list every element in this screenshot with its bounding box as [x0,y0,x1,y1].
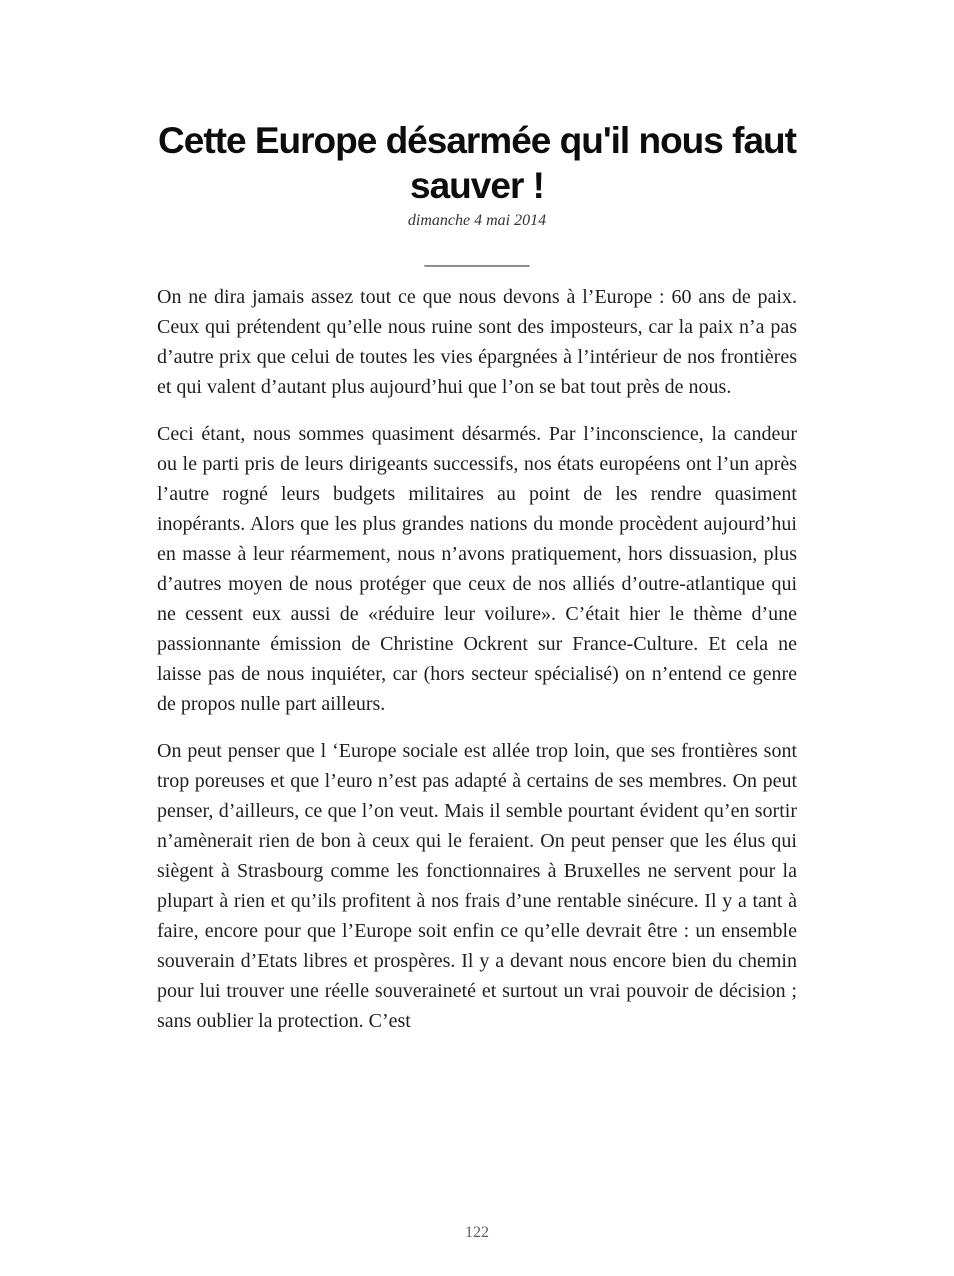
paragraph: Ceci étant, nous sommes quasiment désarmés. Par l’inconscience, la candeur ou le parti pris de leurs dirigeants successifs, nos états européens ont l’un après l’autre rogné leurs budgets militaires au point de les rendre quasiment inopérants. Alors que les plus grandes nations du monde procèdent aujourd’hui en masse à leur réarmement, nous n’avons pratiquement, hors dissuasion, plus d’autres moyen de nous protéger que ceux de nos alliés d’outre-atlantique qui ne cessent eux aussi de «réduire leur voilure». C’était hier le thème d’une passionnante émission de Christine Ockrent sur France-Culture. Et cela ne laisse pas de nous inquiéter, car (hors secteur spécialisé) on n’entend ce genre de propos nulle part ailleurs. [157,423,797,715]
paragraph: On ne dira jamais assez tout ce que nous devons à l’Europe : 60 ans de paix. Ceux qui prétendent qu’elle nous ruine sont des imposteurs, car la paix n’a pas d’autre prix que celui de toutes les vies épargnées à l’intérieur de nos frontières et qui valent d’autant plus aujourd’hui que l’on se bat tout près de nous. [157,286,797,398]
article-date: dimanche 4 mai 2014 [407,212,547,229]
separator-rule: __________ [424,245,530,269]
paragraph: On peut penser que l ‘Europe sociale est allée trop loin, que ses frontières sont trop poreuses et que l’euro n’est pas adapté à certains de ses membres. On peut penser, d’ailleurs, ce que l’on veut. Mais il semble pourtant évident qu’en sortir n’amènerait rien de bon à ceux qui le feraient. On peut penser que les élus qui siègent à Strasbourg comme les fonctionnaires à Bruxelles ne servent pour la plupart à rien et qu’ils profitent à nos frais d’une rentable sinécure. Il y a tant à faire, encore pour que l’Europe soit enfin ce qu’elle devrait être : un ensemble souverain d’Etats libres et prospères. Il y a devant nous encore bien du chemin pour lui trouver une réelle souveraineté et surtout un vrai pouvoir de décision ; sans oublier la protection. C’est [157,740,797,1032]
article-body [157,282,797,1036]
page-number: 122 [465,1224,489,1241]
article-title: Cette Europe désarmée qu'il nous faut sauver ! [158,120,796,206]
